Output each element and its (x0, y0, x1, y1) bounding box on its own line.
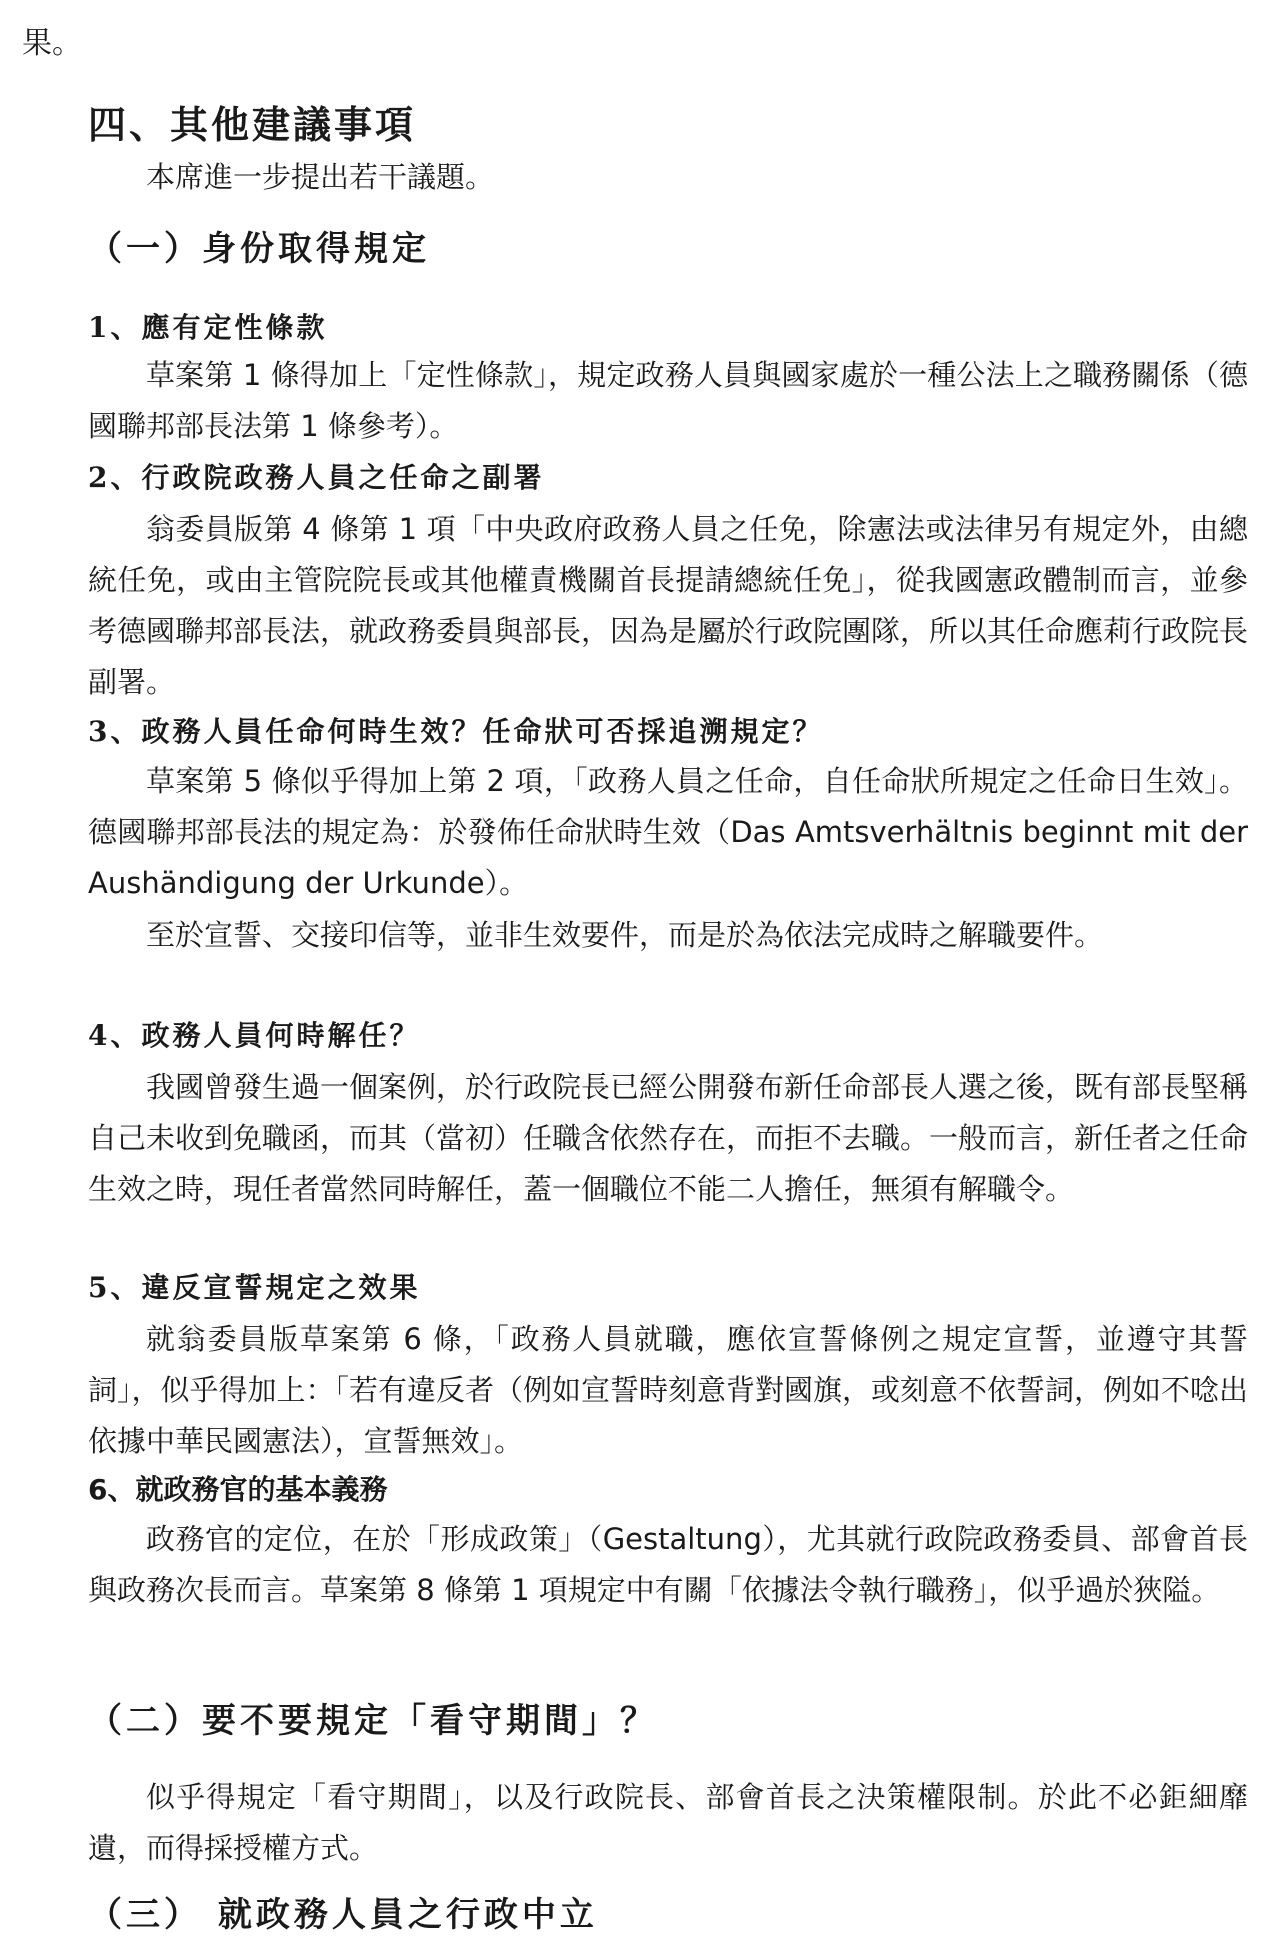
item-1-title: 1、應有定性條款 (88, 311, 328, 344)
item-6-paragraph: 政務官的定位，在於「形成政策」（Gestaltung），尤其就行政院政務委員、部會首長與政務次長而言。草案第 8 條第 1 項規定中有關「依據法令執行職務」，似乎過於狹隘。 (88, 1522, 1248, 1607)
subsection-2-heading: （二）要不要規定「看守期間」？ (88, 1701, 658, 1741)
item-2-paragraph: 翁委員版第 4 條第 1 項「中央政府政務人員之任免，除憲法或法律另有規定外，由總統任免，或由主管院院長或其他權責機關首長提請總統任免」，從我國憲政體制而言，並參考德國聯邦部長法，就政務委員與部長，因為是屬於行政院團隊，所以其任命應莉行政院長副署。 (88, 512, 1249, 699)
continued-text: 果。 (22, 26, 82, 61)
subsection-2-paragraph: 似乎得規定「看守期間」，以及行政院長、部會首長之決策權限制。於此不必鉅細靡遺，而得採授權方式。 (88, 1780, 1248, 1865)
item-4-title: 4、政務人員何時解任？ (88, 1019, 421, 1052)
item-3-paragraph-1: 草案第 5 條似乎得加上第 2 項，「政務人員之任命，自任命狀所規定之任命日生效」。德國聯邦部長法的規定為：於發佈任命狀時生效（Das Amtsverhältnis beginnt mit der Aushändigung der Urkunde）。 (88, 764, 1248, 900)
subsection-1-heading: （一）身份取得規定 (88, 229, 430, 269)
item-2-title: 2、行政院政務人員之任命之副署 (88, 461, 545, 494)
section-intro: 本席進一步提出若干議題。 (146, 160, 495, 194)
item-4-paragraph: 我國曾發生過一個案例，於行政院長已經公開發布新任命部長人選之後，既有部長堅稱自己未收到免職函，而其（當初）任職含依然存在，而拒不去職。一般而言，新任者之任命生效之時，現任者當然同時解任，蓋一個職位不能二人擔任，無須有解職令。 (88, 1070, 1249, 1206)
subsection-3-heading: （三） 就政務人員之行政中立 (88, 1895, 598, 1935)
item-5-paragraph: 就翁委員版草案第 6 條，「政務人員就職，應依宣誓條例之規定宣誓，並遵守其誓詞」，似乎得加上：「若有違反者（例如宣誓時刻意背對國旗，或刻意不依誓詞，例如不唸出依據中華民國憲法），宣誓無效」。 (88, 1322, 1249, 1458)
section-heading: 四、其他建議事項 (88, 102, 417, 147)
item-5-title: 5、違反宣誓規定之效果 (88, 1271, 421, 1304)
item-1-paragraph: 草案第 1 條得加上「定性條款」，規定政務人員與國家處於一種公法上之職務關係（德國聯邦部長法第 1 條參考）。 (88, 358, 1248, 443)
item-3-paragraph-2: 至於宣誓、交接印信等，並非生效要件，而是於為依法完成時之解職要件。 (146, 918, 1104, 952)
item-6-title: 6、就政務官的基本義務 (88, 1473, 388, 1506)
item-3-title: 3、政務人員任命何時生效？任命狀可否採追溯規定？ (88, 715, 824, 748)
